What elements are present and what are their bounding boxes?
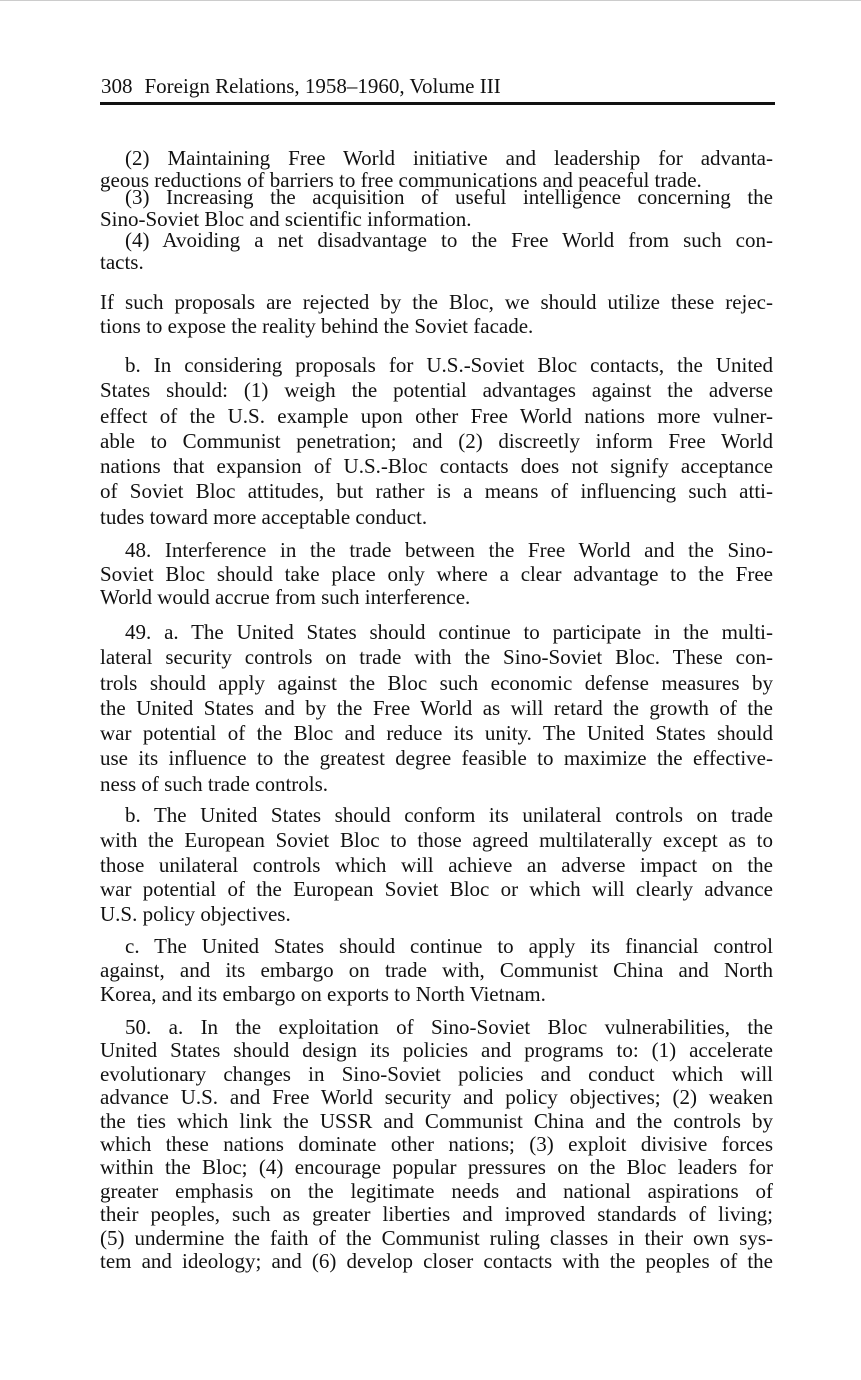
- paragraph-49c: [100, 934, 773, 1006]
- scan-edge-line: [0, 0, 861, 1]
- text-line: use its influence to the greatest degree feasible to maximize the effective-: [100, 746, 773, 771]
- paragraph-50a: [100, 1016, 773, 1273]
- text-line: lateral security controls on trade with the Sino-Soviet Bloc. These con-: [100, 645, 773, 670]
- paragraph-item-3: [100, 186, 773, 230]
- paragraph-49a: [100, 620, 773, 797]
- text-line: war potential of the European Soviet Bloc or which will clearly advance: [100, 877, 773, 902]
- text-line: (5) undermine the faith of the Communist ruling classes in their own sys-: [100, 1225, 773, 1250]
- text-line: their peoples, such as greater liberties and improved standards of living;: [100, 1202, 773, 1227]
- text-line: Korea, and its embargo on exports to North Vietnam.: [100, 982, 546, 1006]
- text-line: within the Bloc; (4) encourage popular pressures on the Bloc leaders for: [100, 1155, 773, 1180]
- text-line: those unilateral controls which will achieve an adverse impact on the: [100, 852, 773, 877]
- paragraph-49b: [100, 803, 773, 927]
- paragraph-47b: [100, 353, 773, 530]
- text-line: c. The United States should continue to apply its financial control: [125, 934, 773, 958]
- text-line: with the European Soviet Bloc to those agreed multilaterally except as to: [100, 827, 773, 852]
- page-number: 308: [101, 74, 133, 98]
- text-line: war potential of the Bloc and reduce its unity. The United States should: [100, 721, 773, 746]
- header-title: Foreign Relations, 1958–1960, Volume III: [144, 74, 501, 98]
- text-line: evolutionary changes in Sino-Soviet policies and conduct which will: [100, 1061, 773, 1086]
- text-line: If such proposals are rejected by the Bloc, we should utilize these rejec-: [100, 290, 773, 314]
- running-header: [101, 74, 501, 99]
- paragraph-48: [100, 539, 773, 610]
- header-rule: [100, 102, 775, 105]
- text-line: United States should design its policies and programs to: (1) accelerate: [100, 1038, 773, 1063]
- text-line: U.S. policy objectives.: [100, 902, 291, 927]
- text-line: World would accrue from such interference.: [100, 585, 471, 609]
- text-line: 48. Interference in the trade between the Free World and the Sino-: [125, 538, 773, 562]
- text-line: advance U.S. and Free World security and policy objectives; (2) weaken: [100, 1085, 773, 1110]
- text-line: tacts.: [100, 250, 144, 274]
- text-line: the United States and by the Free World as will retard the growth of the: [100, 695, 773, 720]
- text-line: b. The United States should conform its unilateral controls on trade: [125, 803, 773, 827]
- text-line: nations that expansion of U.S.-Bloc contacts does not signify acceptance: [100, 454, 773, 479]
- paragraph-item-4: [100, 229, 773, 273]
- paragraph-rejection: [100, 291, 773, 338]
- text-line: Sino-Soviet Bloc and scientific information.: [100, 207, 472, 231]
- text-line: 50. a. In the exploitation of Sino-Soviet Bloc vulnerabilities, the: [125, 1015, 773, 1039]
- text-line: against, and its embargo on trade with, Communist China and North: [100, 958, 773, 982]
- text-line: of Soviet Bloc attitudes, but rather is a means of influencing such atti-: [100, 479, 773, 504]
- text-line: tem and ideology; and (6) develop closer contacts with the peoples of the: [100, 1249, 773, 1274]
- text-line: tions to expose the reality behind the Soviet facade.: [100, 313, 534, 338]
- text-line: Soviet Bloc should take place only where a clear advantage to the Free: [100, 561, 773, 586]
- text-line: ness of such trade controls.: [100, 771, 329, 796]
- text-line: geous reductions of barriers to free communications and peaceful trade.: [100, 168, 702, 192]
- text-line: the ties which link the USSR and Communist China and the controls by: [100, 1108, 773, 1133]
- text-line: greater emphasis on the legitimate needs and national aspirations of: [100, 1178, 773, 1203]
- text-line: 49. a. The United States should continue to participate in the multi-: [125, 620, 773, 644]
- text-line: able to Communist penetration; and (2) discreetly inform Free World: [100, 428, 773, 453]
- text-line: effect of the U.S. example upon other Free World nations more vulner-: [100, 403, 773, 428]
- text-line: States should: (1) weigh the potential advantages against the adverse: [100, 378, 773, 403]
- text-line: trols should apply against the Bloc such economic defense measures by: [100, 670, 773, 695]
- text-line: tudes toward more acceptable conduct.: [100, 504, 428, 529]
- text-line: b. In considering proposals for U.S.-Soviet Bloc contacts, the United: [125, 353, 773, 377]
- text-line: which these nations dominate other nations; (3) exploit divisive forces: [100, 1132, 773, 1157]
- text-line: (2) Maintaining Free World initiative and leadership for advanta-: [125, 146, 773, 170]
- text-line: (4) Avoiding a net disadvantage to the Free World from such con-: [125, 228, 773, 252]
- text-line: (3) Increasing the acquisition of useful intelligence concerning the: [125, 185, 773, 209]
